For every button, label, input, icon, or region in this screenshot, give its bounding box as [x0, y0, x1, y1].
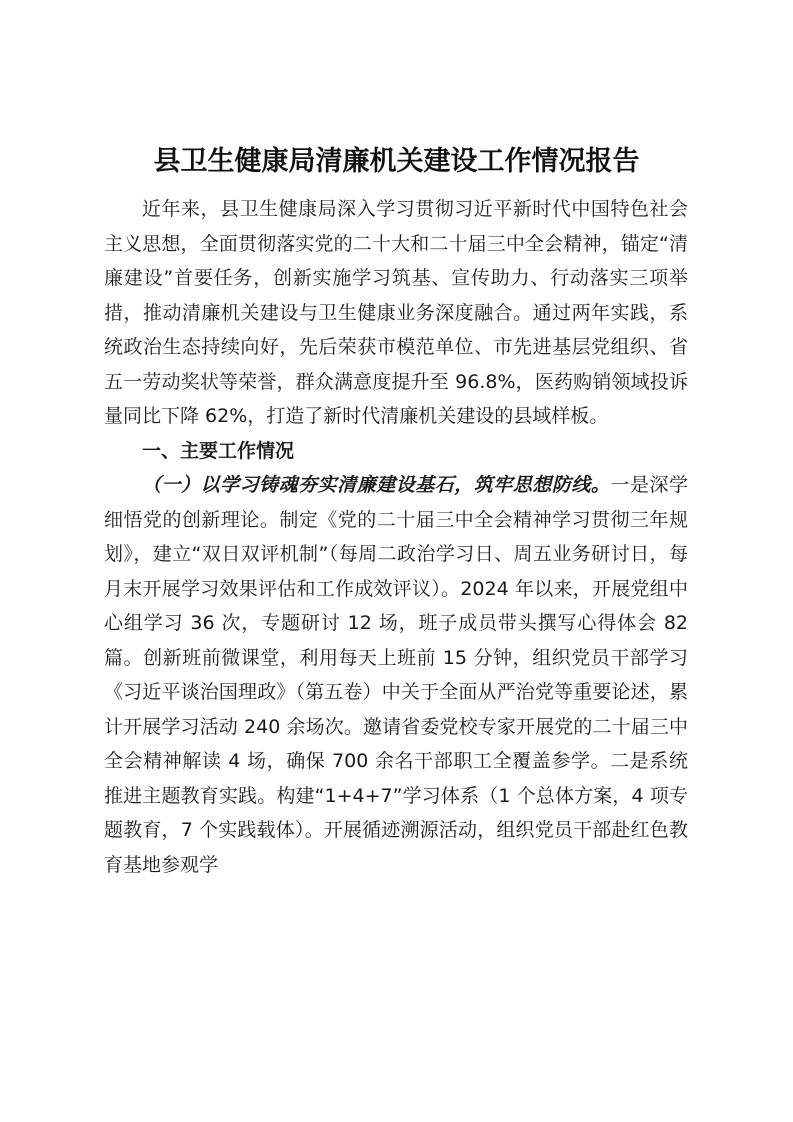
- section-heading-main-work: 一、主要工作情况: [142, 439, 295, 462]
- subsection-heading-study: （一）以学习铸魂夯实清廉建设基石，筑牢思想防线。: [142, 474, 611, 496]
- document-body: [104, 192, 688, 882]
- subsection-paragraph-study: [104, 468, 688, 882]
- subsection-body-study: 一是深学细悟党的创新理论。制定《党的二十届三中全会精神学习贯彻三年规划》，建立“双日双评机制”（每周二政治学习日、周五业务研讨日，每月末开展学习效果评估和工作成效评议）。2024 年以来，开展党组中心组学习 36 次，专题研讨 12 场，班子成员带头撰写心得体会 82 篇。创新班前微课堂，利用每天上班前 15 分钟，组织党员干部学习《习近平谈治国理政》（第五卷）中关于全面从严治党等重要论述，累计开展学习活动 240 余场次。邀请省委党校专家开展党的二十届三中全会精神解读 4 场，确保 700 余名干部职工全覆盖参学。二是系统推进主题教育实践。构建“1+4+7”学习体系（1 个总体方案，4 项专题教育，7 个实践载体）。开展循迹溯源活动，组织党员干部赴红色教育基地参观学: [104, 474, 688, 876]
- document-title: 县卫生健康局清廉机关建设工作情况报告: [153, 146, 640, 177]
- intro-paragraph: 近年来，县卫生健康局深入学习贯彻习近平新时代中国特色社会主义思想，全面贯彻落实党的二十大和二十届三中全会精神，锚定“清廉建设”首要任务，创新实施学习筑基、宣传助力、行动落实三项举措，推动清廉机关建设与卫生健康业务深度融合。通过两年实践，系统政治生态持续向好，先后荣获市模范单位、市先进基层党组织、省五一劳动奖状等荣誉，群众满意度提升至 96.8%，医药购销领域投诉量同比下降 62%，打造了新时代清廉机关建设的县域样板。: [104, 198, 688, 427]
